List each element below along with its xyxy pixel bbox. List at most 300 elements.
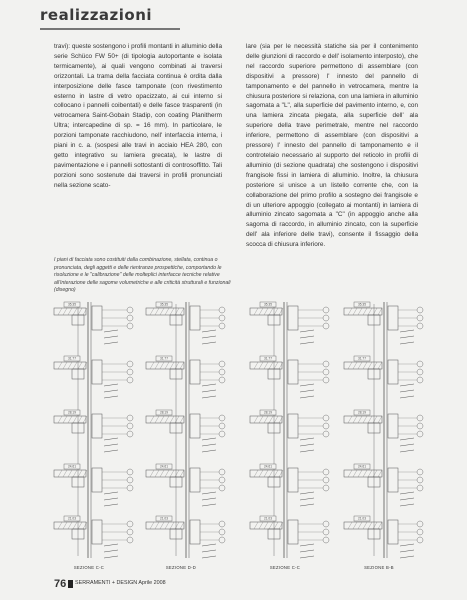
slab-hatch [373,522,377,529]
slab-hatch [274,416,278,423]
spandrel-panel [92,468,102,492]
body-text-right: lare (sia per le necessità statiche sia per il contenimento delle giunzioni di raccordo e dell' isolamento interposto), che nel raccordo superiore permettono di assemblare (con dispositivi a pressore) l' innesto del pannello di tamponamento e del pannello in vetrocamera, mentre la chiusura posteriore si relaziona, con una lamiera in alluminio sagomata a "L", alla superficie del pavimento interno, e, con una lamiera zincata piegata, alla superficie dell' ala superiore della trave perimetrale, mentre nel raccordo inferiore, permettono di assemblare (con dispositivi a pressore) l' innesto del pannello di tamponamento e il controtelaio necessario al supporto del reticolo in profili di alluminio (di sezione quadrata) che sostengono i dispositivi frangisole fissi in lamiera di alluminio. Inoltre, la chiusura posteriore si unisce a un listello corrente che, con la collaborazione del primo profilo a sostegno dei frangisole e di un ulteriore appoggio (collegato ai montanti) in lamiera di alluminio zincato sagomata a "C" (in appoggio anche alla sagoma di raccordo, in alluminio zincato, con la superficie dell' ala inferiore delle travi), consente il fissaggio della scocca di chiusura inferiore. [246,43,418,249]
sunshade-fin [202,498,216,500]
sunshade-fin [104,438,118,440]
slab-hatch [58,362,62,369]
slab-hatch [180,470,184,477]
slab-hatch [254,308,258,315]
detail-callout [219,323,225,329]
slab-hatch [348,308,352,315]
detail-callout [417,361,423,367]
section-header [40,6,180,30]
slab-hatch [279,308,283,315]
slab-hatch [254,416,258,423]
slab-hatch [373,416,377,423]
slab-hatch [58,470,62,477]
slab-hatch [373,308,377,315]
sunshade-fin [400,438,414,440]
slab-hatch [83,308,87,315]
detail-callout [417,521,423,527]
slab-hatch [353,308,357,315]
spandrel-panel [288,520,298,544]
slab-hatch [363,416,367,423]
detail-callout [219,537,225,543]
detail-callout [127,431,133,437]
detail-callout [417,307,423,313]
detail-callout [127,469,133,475]
spandrel-panel [190,306,200,330]
sunshade-fin [104,550,118,552]
sunshade-fin [202,544,216,546]
slab-hatch [368,470,372,477]
sunshade-fin [202,396,216,398]
detail-callout [219,361,225,367]
sunshade-fin [300,550,314,552]
slab-hatch [63,470,67,477]
sunshade-fin [104,444,118,446]
slab-hatch [264,308,268,315]
level-value: 24.61 [358,464,366,469]
sunshade-fin [300,444,314,446]
slab-hatch [63,416,67,423]
slab-hatch [254,522,258,529]
slab-hatch [63,308,67,315]
detail-callout [323,469,329,475]
slab-hatch [160,416,164,423]
slab-hatch [150,308,154,315]
slab-hatch [68,362,72,369]
slab-hatch [83,416,87,423]
slab-hatch [279,416,283,423]
sunshade-fin [202,492,216,494]
slab-hatch [368,308,372,315]
slab-hatch [378,522,382,529]
slab-hatch [279,522,283,529]
detail-callout [323,307,329,313]
sunshade-fin [104,342,118,344]
slab-hatch [155,522,159,529]
sunshade-fin [400,336,414,338]
detail-callout [219,307,225,313]
figure-caption: I piani di facciata sono costituiti dalla combinazione, stellata, continua o pronunciata, degli aggetti e delle rientranze prospettiche, comportando le risoluzione e le "calibrazione" delle molteplici interfacce tecniche relative all'interazione delle sagome volumetriche e alle criticità strutturali e funzionali (disegno) [54,257,231,294]
slab-hatch [269,522,273,529]
slab-hatch [348,362,352,369]
slab-hatch [155,362,159,369]
page-number: 76 [54,578,67,590]
slab-hatch [363,308,367,315]
slab-hatch [264,362,268,369]
slab-hatch [378,308,382,315]
level-value: 31.77 [358,356,366,361]
slab-hatch [358,416,362,423]
detail-callout [219,521,225,527]
slab-hatch [165,308,169,315]
sunshade-fin [104,498,118,500]
slab-hatch [259,470,263,477]
slab-hatch [363,522,367,529]
slab-hatch [180,416,184,423]
slab-hatch [175,522,179,529]
section-label: SEZIONE C-C [269,565,301,570]
detail-callout [323,415,329,421]
detail-callout [417,485,423,491]
slab-hatch [373,470,377,477]
slab-hatch [78,522,82,529]
slab-hatch [358,362,362,369]
detail-callout [219,377,225,383]
slab-hatch [358,522,362,529]
detail-callout [219,477,225,483]
slab-hatch [180,522,184,529]
slab-hatch [73,362,77,369]
slab-hatch [264,522,268,529]
slab-hatch [58,416,62,423]
spandrel-panel [190,414,200,438]
detail-callout [417,431,423,437]
sunshade-fin [400,444,414,446]
detail-callout [127,323,133,329]
slab-hatch [378,470,382,477]
slab-hatch [353,470,357,477]
sunshade-fin [202,444,216,446]
slab-hatch [274,362,278,369]
slab-hatch [155,308,159,315]
slab-hatch [63,522,67,529]
spandrel-panel [388,306,398,330]
detail-callout [219,315,225,321]
detail-callout [219,415,225,421]
slab-hatch [78,470,82,477]
sunshade-fin [104,330,118,332]
level-value: 21.03 [358,516,366,521]
sunshade-fin [202,336,216,338]
detail-callout [417,477,423,483]
sunshade-fin [400,396,414,398]
slab-hatch [368,416,372,423]
detail-callout [127,529,133,535]
detail-callout [417,369,423,375]
sunshade-fin [104,504,118,506]
spandrel-panel [92,414,102,438]
slab-hatch [254,470,258,477]
sunshade-fin [300,498,314,500]
level-value: 21.03 [68,516,76,521]
detail-callout [417,537,423,543]
detail-callout [127,477,133,483]
detail-callout [127,415,133,421]
slab-hatch [68,470,72,477]
sunshade-fin [202,330,216,332]
slab-hatch [378,362,382,369]
detail-callout [127,537,133,543]
slab-hatch [160,308,164,315]
spandrel-panel [288,414,298,438]
detail-callout [323,485,329,491]
level-value: 31.77 [68,356,76,361]
slab-hatch [150,416,154,423]
detail-callout [323,529,329,535]
spandrel-panel [388,360,398,384]
sunshade-fin [300,330,314,332]
detail-callout [127,377,133,383]
slab-hatch [274,470,278,477]
facade-section-drawings [50,300,428,572]
detail-callout [219,485,225,491]
sunshade-fin [104,396,118,398]
slab-hatch [170,308,174,315]
sunshade-fin [400,504,414,506]
slab-hatch [73,416,77,423]
slab-hatch [175,308,179,315]
section-label: SEZIONE B-B [364,565,394,570]
sunshade-fin [202,390,216,392]
slab-hatch [170,470,174,477]
detail-callout [323,423,329,429]
slab-hatch [259,362,263,369]
slab-hatch [378,416,382,423]
slab-hatch [373,362,377,369]
slab-hatch [73,470,77,477]
slab-hatch [348,522,352,529]
slab-hatch [63,362,67,369]
sunshade-fin [400,550,414,552]
slab-hatch [68,416,72,423]
slab-hatch [165,522,169,529]
spandrel-panel [288,306,298,330]
detail-callout [417,315,423,321]
publication-mark-icon [68,580,73,588]
sunshade-fin [400,556,414,558]
sunshade-fin [104,390,118,392]
slab-hatch [274,522,278,529]
slab-hatch [259,522,263,529]
slab-hatch [170,416,174,423]
sunshade-fin [104,384,118,386]
slab-hatch [368,362,372,369]
detail-callout [417,529,423,535]
slab-hatch [78,308,82,315]
detail-callout [127,315,133,321]
slab-hatch [175,416,179,423]
sunshade-fin [104,544,118,546]
level-value: 24.61 [264,464,272,469]
slab-hatch [78,416,82,423]
slab-hatch [58,308,62,315]
detail-callout [417,423,423,429]
sunshade-fin [300,390,314,392]
level-value: 35.35 [160,302,168,307]
detail-callout [417,323,423,329]
detail-callout [417,415,423,421]
level-value: 31.77 [160,356,168,361]
slab-hatch [175,470,179,477]
slab-hatch [279,470,283,477]
spandrel-panel [92,306,102,330]
sunshade-fin [202,450,216,452]
sunshade-fin [400,342,414,344]
spandrel-panel [190,360,200,384]
sunshade-fin [300,450,314,452]
slab-hatch [363,470,367,477]
spandrel-panel [288,360,298,384]
sunshade-fin [300,438,314,440]
slab-hatch [348,416,352,423]
publication-name: SERRAMENTI + DESIGN Aprile 2008 [75,580,166,586]
spandrel-panel [388,468,398,492]
sunshade-fin [300,492,314,494]
sunshade-fin [400,330,414,332]
level-value: 28.19 [68,410,76,415]
level-value: 21.03 [264,516,272,521]
detail-callout [127,521,133,527]
detail-callout [323,521,329,527]
level-value: 31.77 [264,356,272,361]
slab-hatch [264,416,268,423]
level-value: 24.61 [160,464,168,469]
sunshade-fin [202,550,216,552]
sunshade-fin [300,556,314,558]
spandrel-panel [388,414,398,438]
detail-callout [323,323,329,329]
detail-callout [323,315,329,321]
header-rule [40,28,180,30]
detail-callout [417,377,423,383]
slab-hatch [269,416,273,423]
sunshade-fin [202,342,216,344]
level-value: 28.19 [160,410,168,415]
slab-hatch [358,470,362,477]
slab-hatch [160,522,164,529]
slab-hatch [274,308,278,315]
slab-hatch [165,416,169,423]
detail-callout [323,477,329,483]
level-value: 35.35 [358,302,366,307]
spandrel-panel [190,468,200,492]
sunshade-fin [202,556,216,558]
slab-hatch [155,416,159,423]
detail-callout [127,423,133,429]
slab-hatch [155,470,159,477]
slab-hatch [353,362,357,369]
slab-hatch [73,308,77,315]
detail-callout [323,431,329,437]
slab-hatch [264,470,268,477]
detail-callout [127,307,133,313]
detail-callout [219,469,225,475]
slab-hatch [150,522,154,529]
level-value: 21.03 [160,516,168,521]
sunshade-fin [400,492,414,494]
sunshade-fin [400,450,414,452]
section-label: SEZIONE C-C [73,565,105,570]
section-label: SEZIONE D-D [165,565,197,570]
detail-callout [219,369,225,375]
body-text-left: travi): queste sostengono i profili montanti in alluminio della serie Schüco FW 50+ (di tipologia autoportante e isolata termicamente), ai quali vengono combinati ai traversi orizzontali. La trama della facciata continua è ordita dalla interposizione delle fasce tamponate (con rivestimento esterno in lastre di vetro opacizzato, ai cui interno si collocano i pannelli coibentati) e delle fasce trasparenti (in vetrocamera Saint-Gobain Stadip, con coating Planitherm Ultra; intercapedine di sp. = 16 mm). In particolare, le porzioni tamponate racchiudono, nell' interfaccia interna, i piani in c. a. (sospesi alle travi in acciaio HEA 280, con getto integrativo su lamiera grecata), le lastre di pavimentazione e i pannelli sottostanti di controsoffitto. Tali porzioni sono sostenute dai traversi in profili pronunciati nella sezione scato- [54,43,222,189]
slab-hatch [269,308,273,315]
slab-hatch [368,522,372,529]
sunshade-fin [400,384,414,386]
spandrel-panel [388,520,398,544]
sunshade-fin [104,492,118,494]
slab-hatch [180,308,184,315]
slab-hatch [180,362,184,369]
sunshade-fin [300,504,314,506]
sunshade-fin [400,390,414,392]
sunshade-fin [300,336,314,338]
slab-hatch [269,470,273,477]
sunshade-fin [104,450,118,452]
detail-callout [219,529,225,535]
detail-callout [127,369,133,375]
detail-callout [417,469,423,475]
slab-hatch [363,362,367,369]
detail-callout [127,361,133,367]
spandrel-panel [288,468,298,492]
detail-callout [127,485,133,491]
detail-callout [323,537,329,543]
slab-hatch [83,362,87,369]
page-footer [54,578,254,592]
slab-hatch [279,362,283,369]
slab-hatch [269,362,273,369]
detail-callout [219,423,225,429]
level-value: 35.35 [264,302,272,307]
slab-hatch [259,308,263,315]
level-value: 24.61 [68,464,76,469]
sunshade-fin [104,556,118,558]
slab-hatch [58,522,62,529]
slab-hatch [348,470,352,477]
sunshade-fin [202,384,216,386]
detail-callout [323,377,329,383]
slab-hatch [259,416,263,423]
sunshade-fin [202,504,216,506]
slab-hatch [175,362,179,369]
level-value: 28.19 [264,410,272,415]
detail-callout [323,369,329,375]
sunshade-fin [300,396,314,398]
slab-hatch [78,362,82,369]
sunshade-fin [202,438,216,440]
slab-hatch [150,470,154,477]
spandrel-panel [92,360,102,384]
level-value: 28.19 [358,410,366,415]
level-value: 35.35 [68,302,76,307]
slab-hatch [353,416,357,423]
sunshade-fin [300,544,314,546]
detail-callout [219,431,225,437]
slab-hatch [170,522,174,529]
detail-callout [323,361,329,367]
slab-hatch [358,308,362,315]
slab-hatch [353,522,357,529]
sunshade-fin [300,342,314,344]
slab-hatch [68,308,72,315]
slab-hatch [83,522,87,529]
slab-hatch [165,470,169,477]
slab-hatch [150,362,154,369]
slab-hatch [68,522,72,529]
sunshade-fin [104,336,118,338]
sunshade-fin [400,498,414,500]
section-title: realizzazioni [40,6,153,24]
slab-hatch [160,470,164,477]
sunshade-fin [400,544,414,546]
slab-hatch [83,470,87,477]
slab-hatch [160,362,164,369]
slab-hatch [73,522,77,529]
spandrel-panel [190,520,200,544]
